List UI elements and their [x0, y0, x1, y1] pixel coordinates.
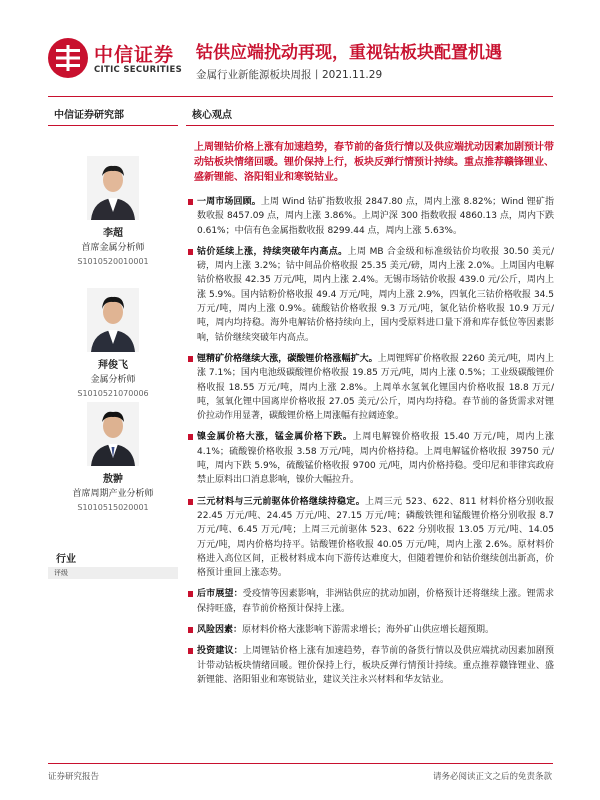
analyst-photo-icon [87, 288, 139, 352]
bullet-outlook: 后市展望：受疫情等因素影响，非洲钴供应的扰动加剧，价格预计还将继续上涨。锂需求保持旺盛，春节前价格预计保持上涨。 [186, 587, 554, 616]
bullet-lithium-price: 锂精矿价格继续大涨，碳酸锂价格涨幅扩大。上周锂辉矿价格收报 2260 美元/吨，周内上涨 7.1%；国内电池级碳酸锂价格收报 19.85 万元/吨，周内上涨 0.5%；工业级碳酸锂价格收报 18.55 万元/吨，周内上涨 2.8%。上周单水氢氧化锂国内价格收报 18.8 万元/吨，氢氧化锂中国离岸价格收报 27.05 美元/公斤，周内均持稳。春节前的备货需求对锂价拉动作用显著，碳酸锂价格上周涨幅有拉阔迹象。 [186, 352, 554, 423]
analyst-role: 首席金属分析师 [81, 243, 145, 253]
analyst-card [48, 402, 178, 512]
bullet-risks: 风险因素：原材料价格大涨影响下游需求增长；海外矿山供应增长超预期。 [186, 623, 554, 637]
bullet-nickel-manganese: 镍金属价格大涨，锰金属价格下跌。上周电解镍价格收报 15.40 万元/吨，周内上涨 4.1%；硫酸镍价格收报 3.58 万元/吨，周内价格持稳。上周电解锰价格收报 39750 元/吨，周内下跌 5.9%，硫酸锰价格收报 9700 元/吨，周内价格持稳。受印尼和菲律宾政府禁止原料出口消息影响，镍价大幅拉升。 [186, 430, 554, 487]
analyst-role: 金属分析师 [90, 375, 136, 385]
bullet-cobalt-price: 钴价延续上涨，持续突破年内高点。上周 MB 合金级和标准级钴价均收报 30.50 美元/磅，周内上涨 3.2%；钴中间品价格收报 25.35 美元/磅，周内上涨 2.0%。上周国内电解钴价格收报 42.35 万元/吨，周内上涨 2.4%。无锡市场钴价收报 439.0 元/公斤，周内上涨 5.9%。国内钴粉价格收报 49.4 万元/吨，周内上涨 2.9%，四氧化三钴价格收报 34.5 万元/吨，周内上涨 0.9%。硫酸钴价格收报 9.3 万元/吨，氯化钴价格收报 10.9 万元/吨，周内均持稳。海外电解钴价格持续向上，国内受原料进口量下滑和库存低位等因素影响，钴价继续突破年内高点。 [186, 245, 554, 345]
analyst-name: 敖翀 [103, 474, 123, 485]
core-view-section [186, 100, 554, 694]
citic-logo-icon [48, 38, 88, 78]
analyst-name: 李超 [103, 228, 123, 239]
research-dept-title: 中信证券研究部 [48, 100, 178, 126]
analyst-name: 拜俊飞 [98, 360, 128, 371]
header-divider [48, 96, 553, 97]
brand-name-cn: 中信证券 [94, 44, 175, 66]
analyst-card [48, 288, 178, 398]
brand-name-en: CITIC SECURITIES [94, 65, 183, 75]
bullet-cathode-materials: 三元材料与三元前驱体价格继续持稳定。上周三元 523、622、811 材料价格分别收报 22.45 万元/吨、24.45 万元/吨、27.15 万元/吨；磷酸铁锂和锰酸锂价格分别收报 8.7 万元/吨、6.45 万元/吨；上周三元前驱体 523、622 分别收报 13.05 万元/吨、14.05 万元/吨，周内价格均持平。钴酸锂价格收报 40.05 万元/吨，周内上涨 2.6%。原材料价格进入高位区间，正极材料成本向下游传达难度大，但随着锂价和钴价继续创出新高，价格预计重回上涨态势。 [186, 495, 554, 581]
bullet-list [186, 195, 554, 687]
disclaimer-note: 请务必阅读正文之后的免责条款 [432, 772, 552, 782]
analyst-sidebar [48, 100, 178, 760]
core-view-title: 核心观点 [186, 100, 554, 126]
footer-divider [48, 763, 553, 764]
analyst-role: 首席周期产业分析师 [72, 489, 154, 499]
industry-title: 行业 [48, 550, 178, 569]
analyst-photo-icon [87, 156, 139, 220]
analyst-license-id: S1010521070006 [77, 389, 149, 398]
report-header [0, 0, 600, 100]
footer-label: 证券研究报告 [48, 772, 100, 782]
bullet-investment-advice: 投资建议：上周锂钴价格上涨有加速趋势，春节前的备货行情以及供应端扰动因素加剧预计带动钴板块情绪回暖。锂价保持上行，板块反弹行情预计持续。重点推荐赣锋锂业、盛新锂能、洛阳钼业和寒锐钴业，建议关注永兴材料和华友钴业。 [186, 644, 554, 687]
analyst-card [48, 156, 178, 266]
rating-label: 评级 [48, 567, 178, 579]
report-title: 钴供应端扰动再现，重视钴板块配置机遇 [196, 43, 502, 63]
analyst-license-id: S1010515020001 [77, 503, 149, 512]
analyst-photo-icon [87, 402, 139, 466]
core-view-summary: 上周锂钴价格上涨有加速趋势，春节前的备货行情以及供应端扰动因素加剧预计带动钴板块情绪回暖。锂价保持上行，板块反弹行情预计持续。重点推荐赣锋锂业、盛新锂能、洛阳钼业和寒锐钴业。 [194, 142, 554, 183]
analyst-license-id: S1010520010001 [77, 257, 149, 266]
report-subtitle: 金属行业新能源板块周报丨2021.11.29 [196, 69, 383, 81]
bullet-market-review: 一周市场回顾。上周 Wind 钴矿指数收报 2847.80 点，周内上涨 8.82%；Wind 锂矿指数收报 8457.09 点，周内上涨 3.86%。上周沪深 300 指数收报 4860.13 点，周内下跌 0.61%；中信有色金属指数收报 8299.44 点，周内上涨 5.63%。 [186, 195, 554, 238]
